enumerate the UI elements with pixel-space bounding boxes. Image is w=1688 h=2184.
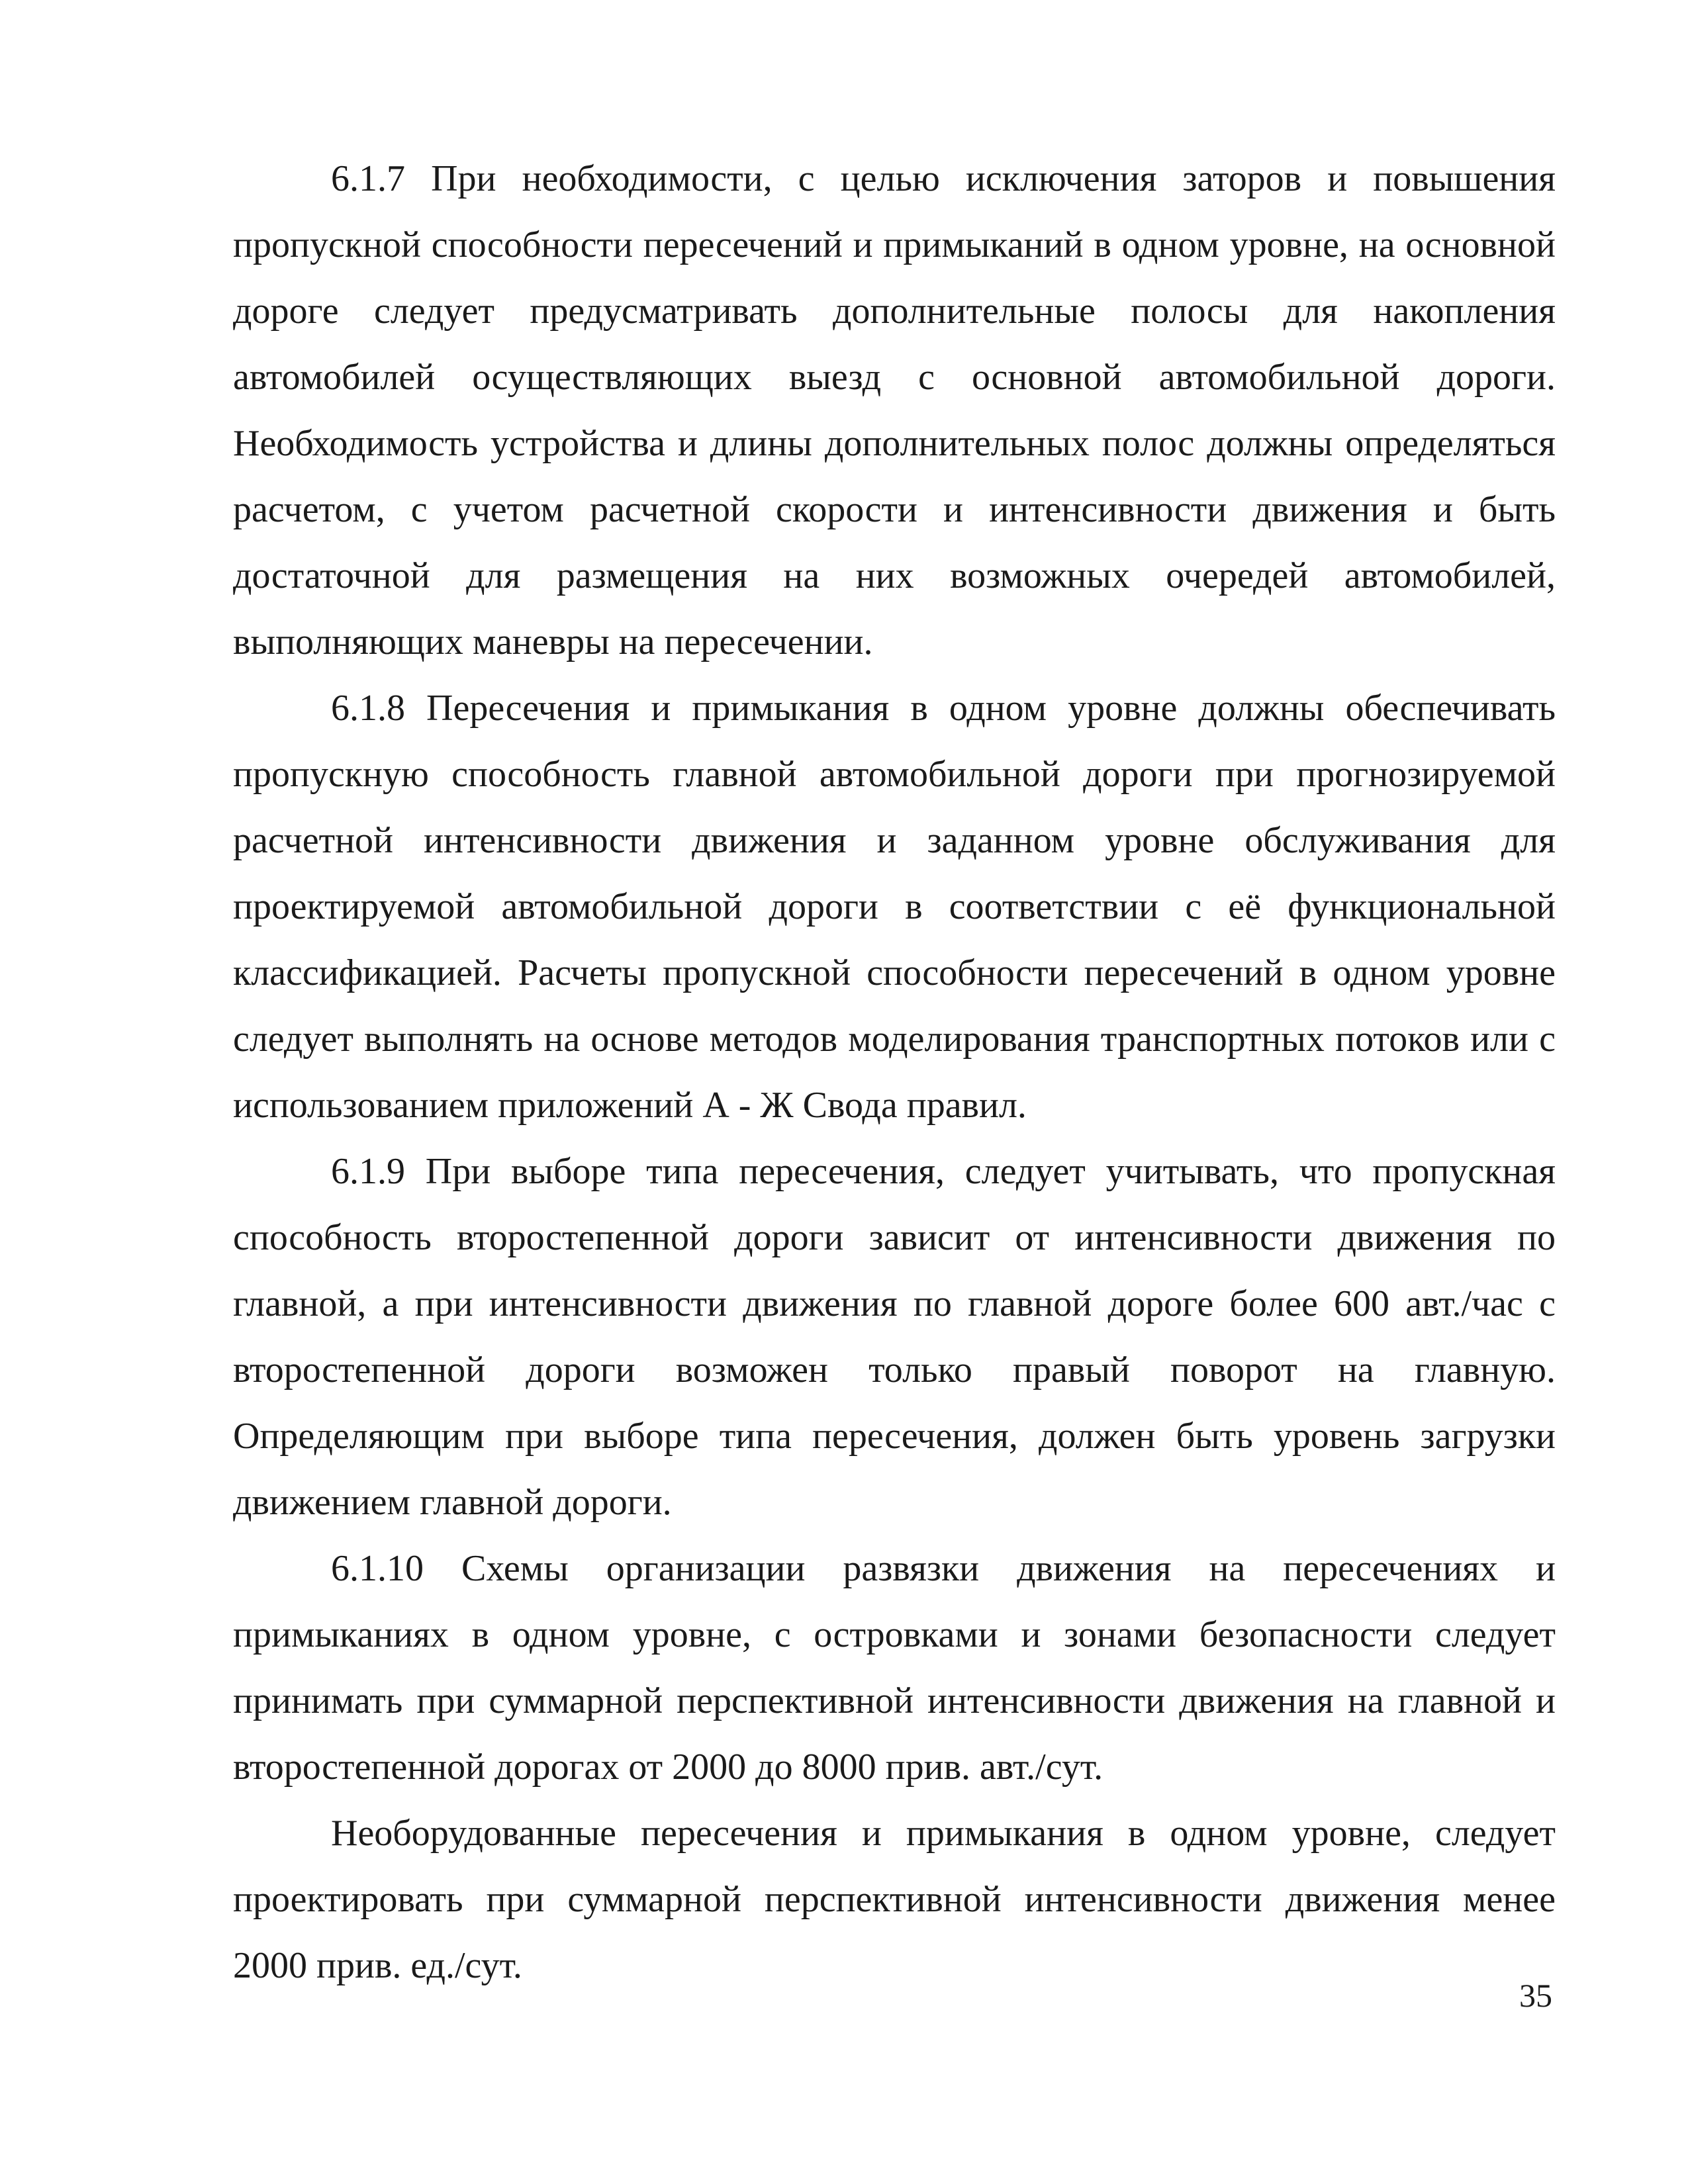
page-number: 35 — [1519, 1977, 1552, 2014]
paragraph-6-1-8: 6.1.8 Пересечения и примыкания в одном уровне должны обеспечивать пропускную способность главной автомобильной дороги при прогнозируемой расчетной интенсивности движения и заданном уровне обслуживания для проектируемой автомобильной дороги в соответствии с её функциональной классификацией. Расчеты пропускной способности пересечений в одном уровне следует выполнять на основе методов моделирования транспортных потоков или с использованием приложений А - Ж Свода правил. — [233, 688, 1556, 1126]
paragraph-6-1-10: 6.1.10 Схемы организации развязки движения на пересечениях и примыканиях в одном уровне, с островками и зонами безопасности следует принимать при суммарной перспективной интенсивности движения на главной и второстепенной дорогах от 2000 до 8000 прив. авт./сут. — [233, 1548, 1556, 1788]
paragraph-6-1-7: 6.1.7 При необходимости, с целью исключения заторов и повышения пропускной способности пересечений и примыканий в одном уровне, на основной дороге следует предусматривать дополнительные полосы для накопления автомобилей осуществляющих выезд с основной автомобильной дороги. Необходимость устройства и длины дополнительных полос должны определяться расчетом, с учетом расчетной скорости и интенсивности движения и быть достаточной для размещения на них возможных очередей автомобилей, выполняющих маневры на пересечении. — [233, 158, 1556, 662]
paragraph-unequipped-intersections: Необорудованные пересечения и примыкания в одном уровне, следует проектировать при суммарной перспективной интенсивности движения менее 2000 прив. ед./сут. — [233, 1813, 1556, 1986]
paragraph-6-1-9: 6.1.9 При выборе типа пересечения, следует учитывать, что пропускная способность второстепенной дороги зависит от интенсивности движения по главной, а при интенсивности движения по главной дороге более 600 авт./час с второстепенной дороги возможен только правый поворот на главную. Определяющим при выборе типа пересечения, должен быть уровень загрузки движением главной дороги. — [233, 1151, 1556, 1523]
document-body — [233, 146, 1556, 1999]
